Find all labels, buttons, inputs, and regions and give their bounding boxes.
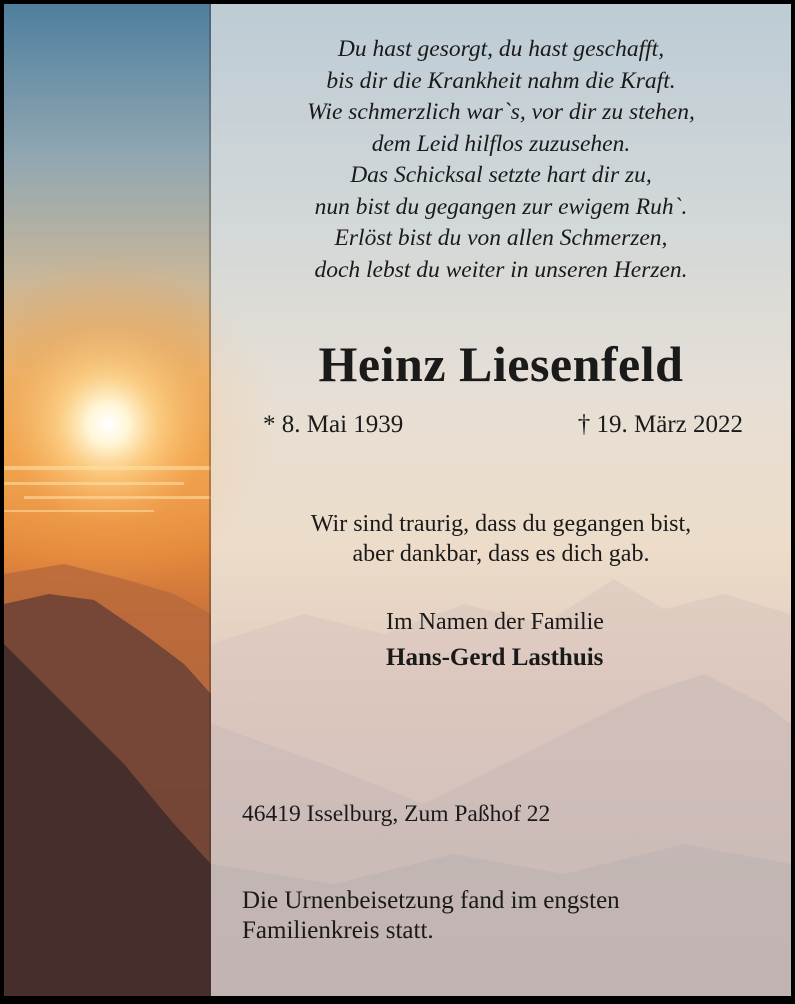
- memorial-poem: [211, 34, 791, 286]
- signer-name: Hans-Gerd Lasthuis: [386, 644, 604, 671]
- quote-line: Wir sind traurig, dass du gegangen bist,: [310, 511, 692, 537]
- family-signature: [386, 604, 766, 676]
- quote-line: aber dankbar, dass es dich gab.: [352, 541, 650, 567]
- poem-line: dem Leid hilflos zuzusehen.: [371, 130, 631, 157]
- farewell-quote: [211, 509, 791, 569]
- death-date: † 19. März 2022: [577, 411, 743, 438]
- burial-line: Familienkreis statt.: [242, 917, 434, 944]
- burial-line: Die Urnenbeisetzung fand im engsten: [242, 887, 620, 914]
- deceased-name: Heinz Liesenfeld: [318, 336, 684, 392]
- poem-line: Du hast gesorgt, du hast geschafft,: [337, 36, 665, 62]
- burial-note: [242, 886, 762, 946]
- poem-line: nun bist du gegangen zur ewigem Ruh`.: [314, 193, 688, 220]
- poem-line: doch lebst du weiter in unseren Herzen.: [314, 256, 688, 283]
- poem-line: Erlöst bist du von allen Schmerzen,: [334, 225, 668, 251]
- poem-line: bis dir die Krankheit nahm die Kraft.: [326, 67, 676, 94]
- poem-line: Das Schicksal setzte hart dir zu,: [350, 162, 652, 188]
- notice-content: [211, 4, 791, 996]
- mourning-address: 46419 Isselburg, Zum Paßhof 22: [242, 801, 551, 827]
- family-intro: Im Namen der Familie: [386, 609, 604, 635]
- birth-date: * 8. Mai 1939: [263, 411, 404, 438]
- obituary-notice: [4, 4, 791, 996]
- poem-line: Wie schmerzlich war`s, vor dir zu stehen,: [307, 99, 695, 125]
